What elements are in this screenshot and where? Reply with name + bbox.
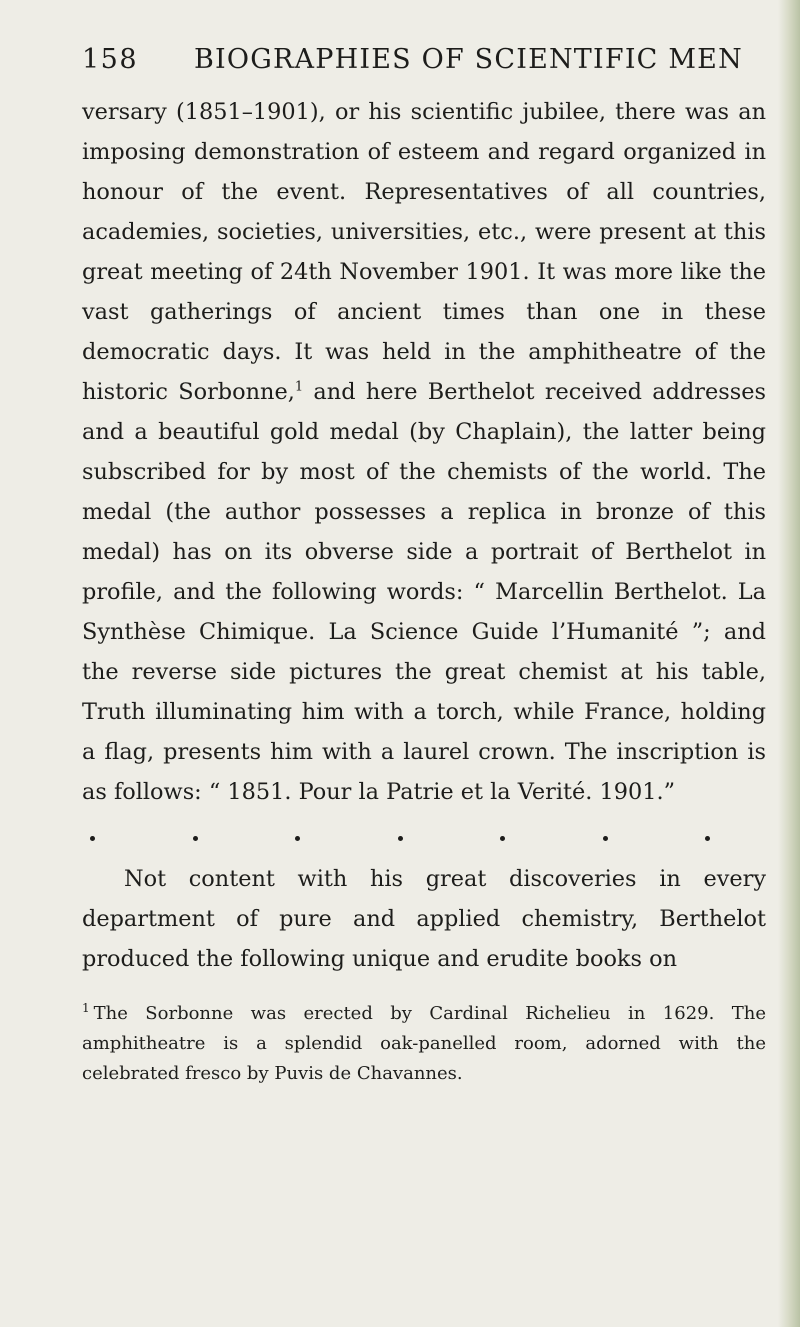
paragraph-1: [82, 92, 766, 812]
paragraph-1-part-a: versary (1851–1901), or his scientific jubilee, there was an imposing demonstration of esteem and regard organized in honour of the event. Representatives of all countries, academies, societies, universities, etc., were present at this great meeting of 24th November 1901. It was more like the vast gatherings of ancient times than one in these democratic days. It was held in the amphitheatre of the historic Sorbonne,: [82, 99, 766, 405]
footnote-marker: 1: [82, 1001, 90, 1015]
separator-dot: [603, 836, 608, 841]
running-head-title: BIOGRAPHIES OF SCIENTIFIC MEN: [194, 44, 743, 75]
page-number: 158: [82, 44, 139, 75]
separator-dot: [90, 836, 95, 841]
footnote-text: The Sorbonne was erected by Cardinal Richelieu in 1629. The amphitheatre is a splendid oak-panelled room, adorned with the celebrated fresco by Puvis de Chavannes.: [82, 1003, 766, 1084]
separator-dot: [193, 836, 198, 841]
footnote: [82, 999, 766, 1089]
separator-dot: [705, 836, 710, 841]
footnote-reference: 1: [294, 379, 304, 395]
running-head: [82, 40, 766, 80]
section-separator: [90, 836, 710, 841]
paragraph-2: Not content with his great discoveries in every department of pure and applied chemistry, Berthelot produced the following unique and erudite books on: [82, 866, 766, 972]
paragraph-1-part-b: and here Berthelot received addresses and a beautiful gold medal (by Chaplain), the latter being subscribed for by most of the chemists of the world. The medal (the author possesses a replica in bronze of this medal) has on its obverse side a portrait of Berthelot in profile, and the following words: “ Marcellin Berthelot. La Synthèse Chimique. La Science Guide l’Humanité ”; and the reverse side pictures the great chemist at his table, Truth illuminating him with a torch, while France, holding a flag, presents him with a laurel crown. The inscription is as follows: “ 1851. Pour la Patrie et la Verité. 1901.”: [82, 379, 766, 805]
separator-dot: [295, 836, 300, 841]
separator-dot: [398, 836, 403, 841]
book-page: [82, 40, 766, 1089]
separator-dot: [500, 836, 505, 841]
page-edge-shadow: [778, 0, 800, 1327]
body-text: [82, 92, 766, 979]
